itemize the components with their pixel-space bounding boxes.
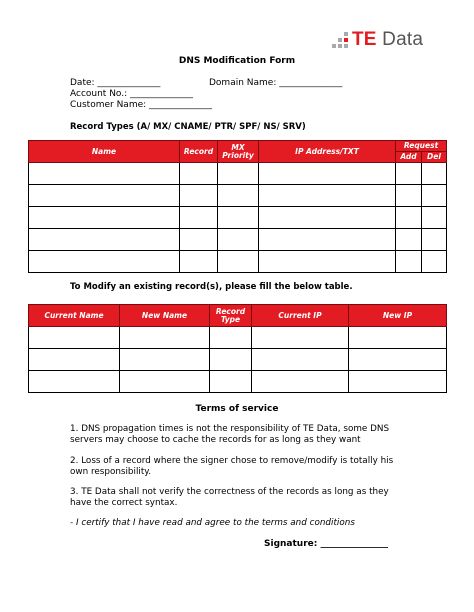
del-cell[interactable] [422,185,447,207]
table-row [29,327,447,349]
col-mx-priority-header: MX Priority [218,141,259,163]
col-name-header: Name [29,141,180,163]
col-record-header: Record [180,141,218,163]
del-cell[interactable] [422,163,447,185]
mx-priority-cell[interactable] [218,207,259,229]
mx-priority-cell[interactable] [218,251,259,273]
new-name-cell[interactable] [120,371,210,393]
mx-priority-cell[interactable] [218,229,259,251]
terms-title: Terms of service [195,404,279,414]
add-cell[interactable] [396,251,422,273]
terms-item-3: 3. TE Data shall not verify the correctness of the records as long as they have the correct syntax. [70,487,389,508]
certify-statement: - I certify that I have read and agree to the terms and conditions [70,518,355,528]
table-row [29,349,447,371]
table-row [29,163,447,185]
current-name-cell[interactable] [29,327,120,349]
logo-dots-icon [332,32,348,48]
record-name-cell[interactable] [29,251,180,273]
mx-priority-cell[interactable] [218,185,259,207]
record-type-cell[interactable] [180,185,218,207]
col-ip-txt-header: IP Address/TXT [259,141,396,163]
modify-table [28,304,447,393]
record-name-cell[interactable] [29,185,180,207]
record-type-cell[interactable] [210,327,252,349]
record-type-cell[interactable] [180,207,218,229]
record-name-cell[interactable] [29,229,180,251]
domain-name-field: Domain Name: ______________ [209,78,343,88]
current-ip-cell[interactable] [252,371,349,393]
ip-txt-cell[interactable] [259,185,396,207]
table-row [29,371,447,393]
record-type-cell[interactable] [180,251,218,273]
form-title: DNS Modification Form [178,56,296,66]
current-ip-cell[interactable] [252,327,349,349]
modify-heading: To Modify an existing record(s), please fill the below table. [70,282,353,292]
customer-name-field: Customer Name: ______________ [70,100,213,110]
table-row [29,207,447,229]
record-name-cell[interactable] [29,163,180,185]
current-ip-cell[interactable] [252,349,349,371]
record-type-cell[interactable] [180,163,218,185]
add-cell[interactable] [396,185,422,207]
col-new-ip-header: New IP [349,305,447,327]
new-name-cell[interactable] [120,349,210,371]
del-cell[interactable] [422,207,447,229]
del-cell[interactable] [422,229,447,251]
table-row [29,251,447,273]
col-request-header: Request [396,141,447,152]
te-data-logo [332,30,423,50]
ip-txt-cell[interactable] [259,251,396,273]
account-number-field: Account No.: ______________ [70,89,194,99]
table-row [29,185,447,207]
new-ip-cell[interactable] [349,327,447,349]
ip-txt-cell[interactable] [259,163,396,185]
mx-priority-cell[interactable] [218,163,259,185]
record-name-cell[interactable] [29,207,180,229]
current-name-cell[interactable] [29,371,120,393]
current-name-cell[interactable] [29,349,120,371]
signature-field: Signature: _______________ [264,539,388,549]
records-table [28,140,447,273]
date-field: Date: ______________ [70,78,161,88]
col-new-name-header: New Name [120,305,210,327]
col-del-header: Del [422,152,447,163]
add-cell[interactable] [396,207,422,229]
logo-text: TE Data [352,29,424,50]
del-cell[interactable] [422,251,447,273]
ip-txt-cell[interactable] [259,207,396,229]
record-type-cell[interactable] [180,229,218,251]
table-row [29,229,447,251]
col-add-header: Add [396,152,422,163]
record-type-cell[interactable] [210,371,252,393]
new-ip-cell[interactable] [349,349,447,371]
add-cell[interactable] [396,163,422,185]
col-current-ip-header: Current IP [252,305,349,327]
record-types-heading: Record Types (A/ MX/ CNAME/ PTR/ SPF/ NS/ SRV) [70,122,306,132]
col-record-type-header: Record Type [210,305,252,327]
new-name-cell[interactable] [120,327,210,349]
col-current-name-header: Current Name [29,305,120,327]
ip-txt-cell[interactable] [259,229,396,251]
terms-item-2: 2. Loss of a record where the signer chose to remove/modify is totally his own responsibility. [70,456,394,477]
terms-item-1: 1. DNS propagation times is not the responsibility of TE Data, some DNS servers may choose to cache the records for as long as they want [70,424,390,445]
add-cell[interactable] [396,229,422,251]
record-type-cell[interactable] [210,349,252,371]
new-ip-cell[interactable] [349,371,447,393]
